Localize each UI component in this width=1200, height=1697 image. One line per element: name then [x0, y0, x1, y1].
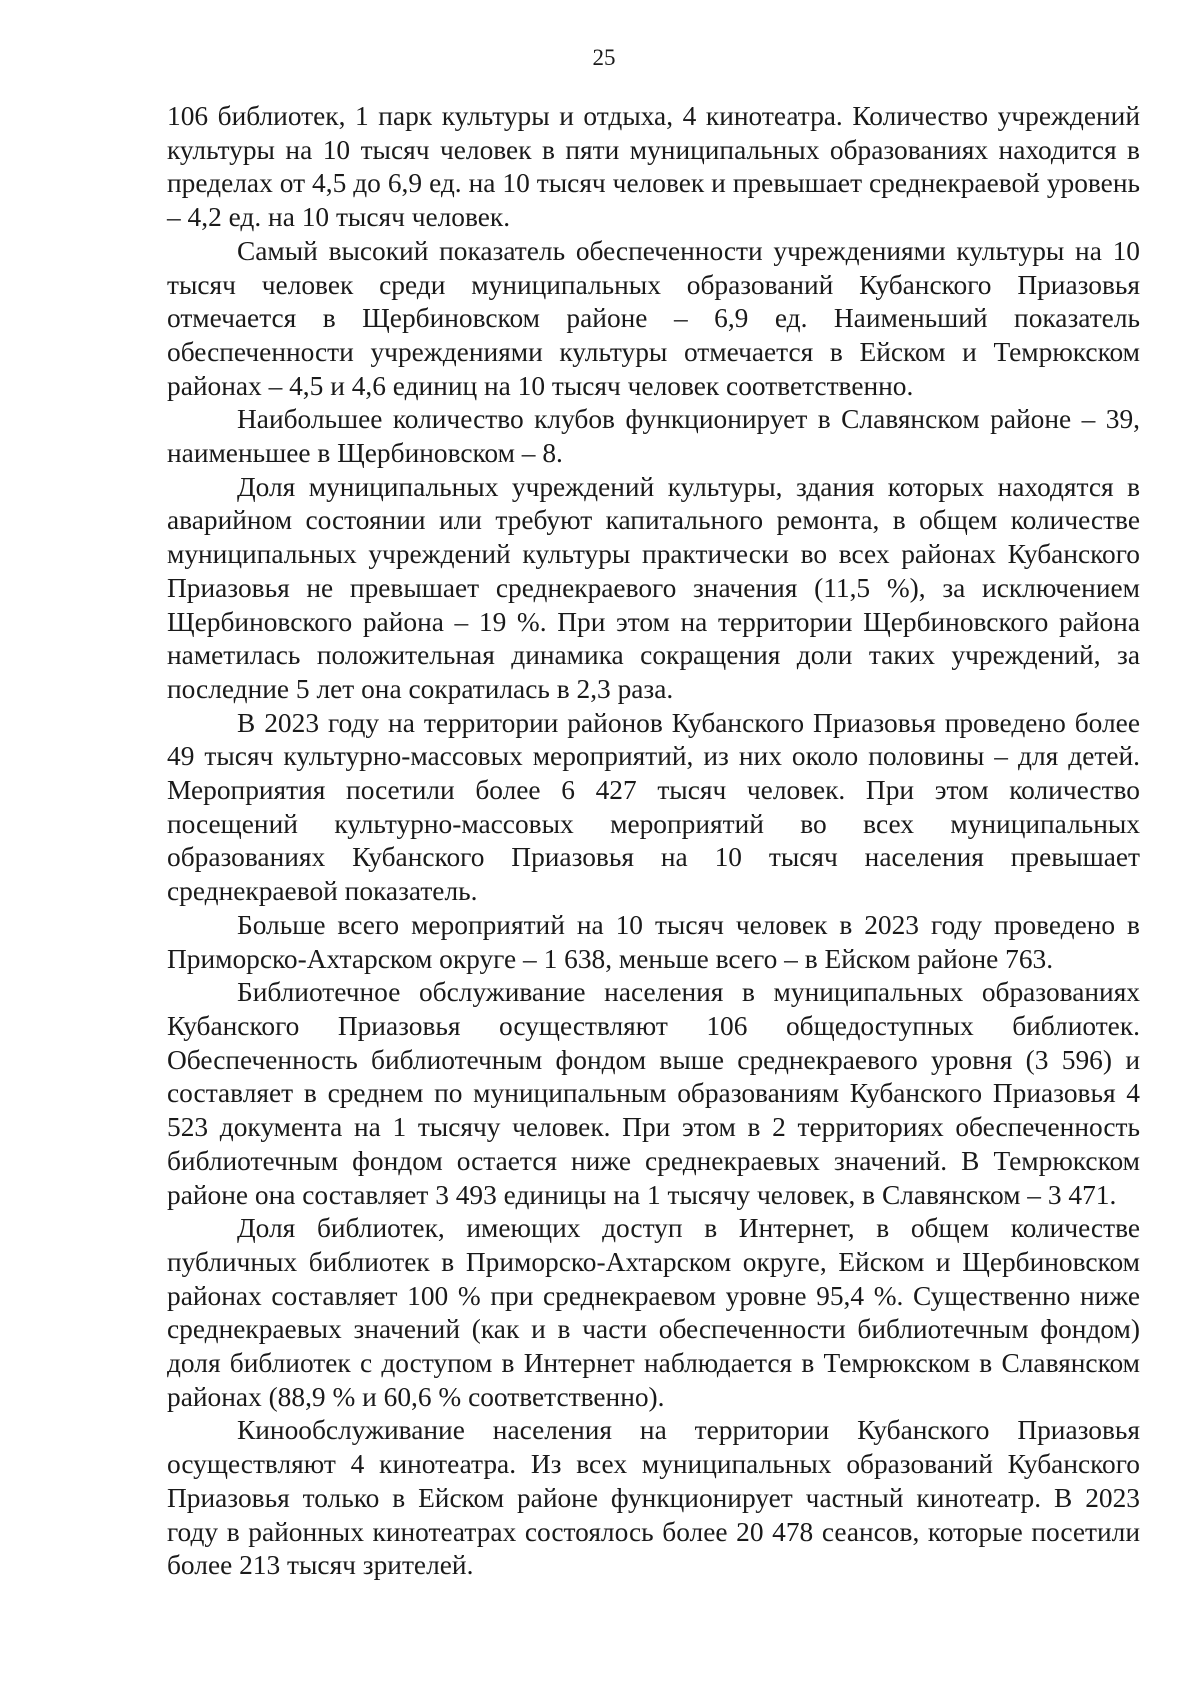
paragraph-1: 106 библиотек, 1 парк культуры и отдыха, 4 кинотеатра. Количество учреждений культуры на 10 тысяч человек в пяти муниципальных образованиях находится в пределах от 4,5 до 6,9 ед. на 10 тысяч человек и превышает среднекраевой уровень – 4,2 ед. на 10 тысяч человек.: [167, 101, 1140, 233]
paragraph-3: Наибольшее количество клубов функционирует в Славянском районе – 39, наименьшее в Щербиновском – 8.: [167, 404, 1140, 469]
paragraph-8: Доля библиотек, имеющих доступ в Интернет, в общем количестве публичных библиотек в Приморско-Ахтарском округе, Ейском и Щербиновском районах составляет 100 % при среднекраевом уровне 95,4 %. Существенно ниже среднекраевых значений (как и в части обеспеченности библиотечным фондом) доля библиотек с доступом в Интернет наблюдается в Темрюкском в Славянском районах (88,9 % и 60,6 % соответственно).: [167, 1213, 1140, 1412]
paragraph-2: Самый высокий показатель обеспеченности учреждениями культуры на 10 тысяч человек среди муниципальных образований Кубанского Приазовья отмечается в Щербиновском районе – 6,9 ед. Наименьший показатель обеспеченности учреждениями культуры отмечается в Ейском и Темрюкском районах – 4,5 и 4,6 единиц на 10 тысяч человек соответственно.: [167, 235, 1140, 401]
document-body: [167, 100, 1140, 1583]
page-number: 25: [592, 45, 616, 70]
paragraph-6: Больше всего мероприятий на 10 тысяч человек в 2023 году проведено в Приморско-Ахтарском округе – 1 638, меньше всего – в Ейском районе 763.: [167, 909, 1140, 974]
paragraph-7: Библиотечное обслуживание населения в муниципальных образованиях Кубанского Приазовья осуществляют 106 общедоступных библиотек. Обеспеченность библиотечным фондом выше среднекраевого уровня (3 596) и составляет в среднем по муниципальным образованиям Кубанского Приазовья 4 523 документа на 1 тысячу человек. При этом в 2 территориях обеспеченность библиотечным фондом остается ниже среднекраевых значений. В Темрюкском районе она составляет 3 493 единицы на 1 тысячу человек, в Славянском – 3 471.: [167, 977, 1140, 1210]
paragraph-5: В 2023 году на территории районов Кубанского Приазовья проведено более 49 тысяч культурно-массовых мероприятий, из них около половины – для детей. Мероприятия посетили более 6 427 тысяч человек. При этом количество посещений культурно-массовых мероприятий во всех муниципальных образованиях Кубанского Приазовья на 10 тысяч населения превышает среднекраевой показатель.: [167, 707, 1140, 907]
paragraph-9: Кинообслуживание населения на территории Кубанского Приазовья осуществляют 4 кинотеатра. Из всех муниципальных образований Кубанского Приазовья только в Ейском районе функционирует частный кинотеатр. В 2023 году в районных кинотеатрах состоялось более 20 478 сеансов, которые посетили более 213 тысяч зрителей.: [167, 1415, 1140, 1581]
paragraph-4: Доля муниципальных учреждений культуры, здания которых находятся в аварийном состоянии или требуют капитального ремонта, в общем количестве муниципальных учреждений культуры практически во всех районах Кубанского Приазовья не превышает среднекраевого значения (11,5 %), за исключением Щербиновского района – 19 %. При этом на территории Щербиновского района наметилась положительная динамика сокращения доли таких учреждений, за последние 5 лет она сократилась в 2,3 раза.: [167, 471, 1140, 704]
